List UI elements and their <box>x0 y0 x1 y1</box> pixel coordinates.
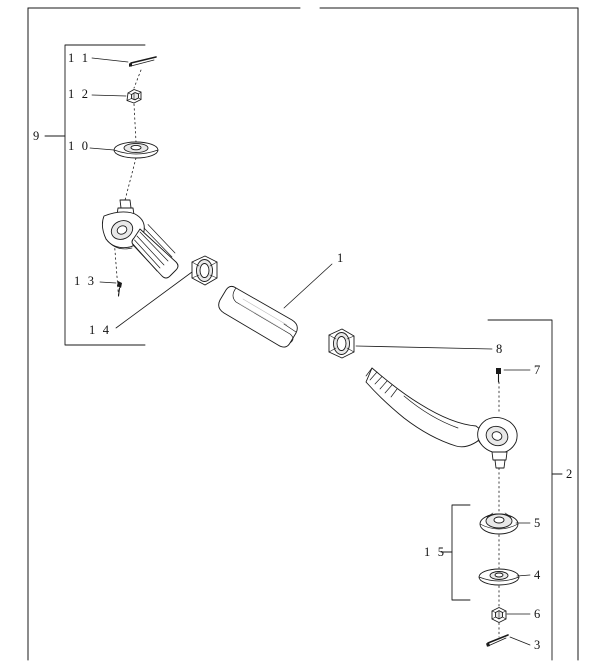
callout-label-6: 6 <box>534 607 543 621</box>
callout-label-7: 7 <box>534 363 543 377</box>
callout-label-14: 1 4 <box>89 323 112 337</box>
part-right-ball-joint <box>478 417 517 468</box>
callout-label-12: 1 2 <box>68 87 91 101</box>
part-washer-upper <box>114 142 158 158</box>
callout-label-8: 8 <box>496 342 505 356</box>
group-bracket-left <box>45 45 145 345</box>
part-washer-lower <box>479 569 519 585</box>
part-clamp-nut-left <box>192 256 217 285</box>
callout-label-1: 1 <box>337 251 346 265</box>
callout-label-10: 1 0 <box>68 139 91 153</box>
part-cotter-pin-upper <box>129 57 156 67</box>
part-nut-upper <box>127 90 141 104</box>
part-left-threaded-shank <box>132 225 178 279</box>
part-clamp-nut-right <box>329 329 354 358</box>
callout-label-4: 4 <box>534 568 543 582</box>
part-grease-fitting-left <box>117 281 122 296</box>
callout-label-2: 2 <box>566 467 575 481</box>
callout-label-5: 5 <box>534 516 543 530</box>
leader-lines <box>90 58 530 645</box>
part-seal-lower <box>480 513 518 534</box>
callout-label-15: 1 5 <box>424 545 447 559</box>
callout-label-9: 9 <box>33 129 42 143</box>
part-right-bent-rod <box>366 368 486 447</box>
callout-label-3: 3 <box>534 638 543 652</box>
part-nut-lower <box>492 608 506 623</box>
callout-label-13: 1 3 <box>74 274 97 288</box>
callout-label-11: 1 1 <box>68 51 91 65</box>
part-grease-fitting-right <box>496 368 501 382</box>
part-center-tube <box>219 286 298 347</box>
part-cotter-pin-lower <box>486 635 508 647</box>
